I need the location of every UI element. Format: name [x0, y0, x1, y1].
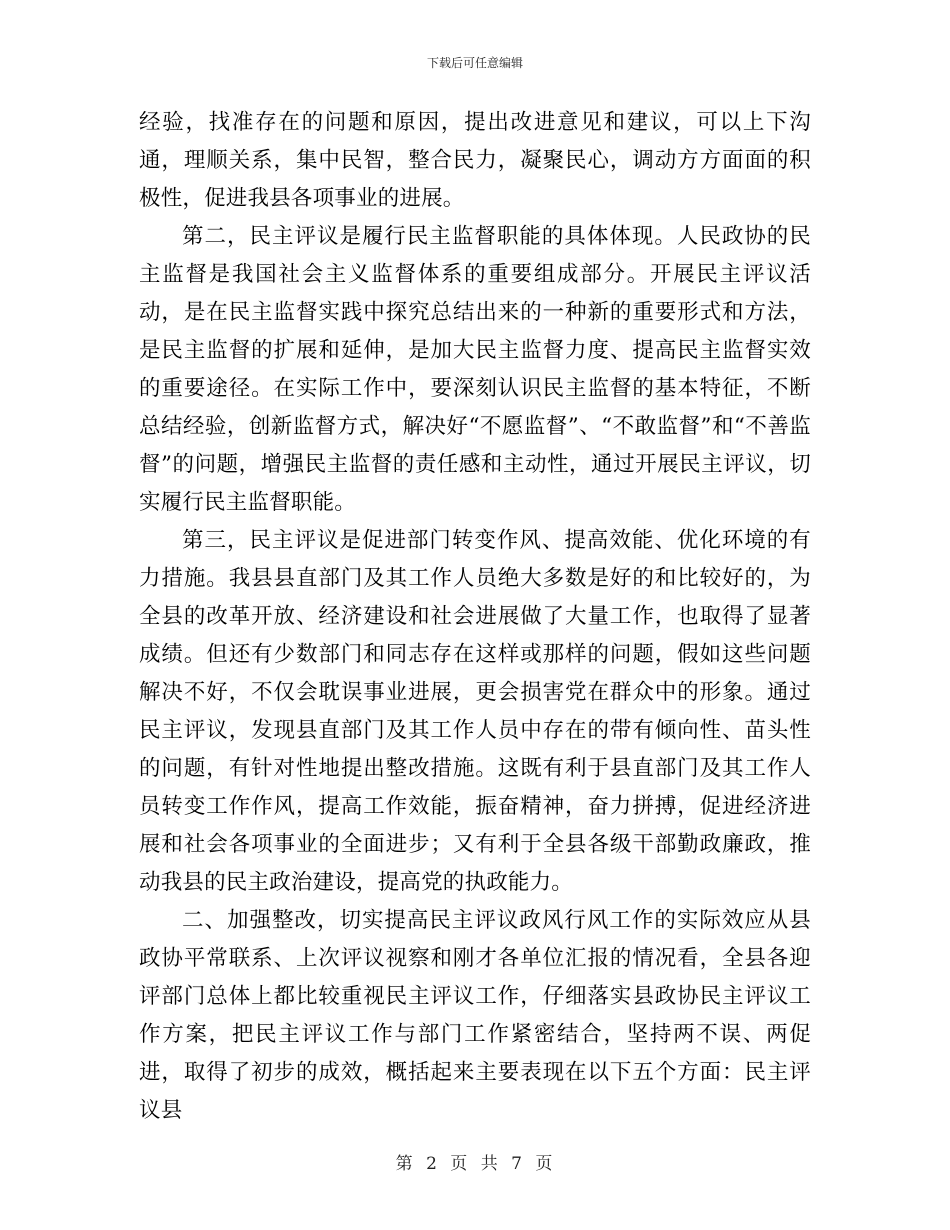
- paragraph-third-point: 第三，民主评议是促进部门转变作风、提高效能、优化环境的有力措施。我县县直部门及其工作人员绝大多数是好的和比较好的，为全县的改革开放、经济建设和社会进展做了大量工作，也取得了显著成绩。但还有少数部门和同志存在这样或那样的问题，假如这些问题解决不好，不仅会耽误事业进展，更会损害党在群众中的形象。通过民主评议，发现县直部门及其工作人员中存在的带有倾向性、苗头性的问题，有针对性地提出整改措施。这既有利于县直部门及其工作人员转变工作作风，提高工作效能，振奋精神，奋力拼搏，促进经济进展和社会各项事业的全面进步；又有利于全县各级干部勤政廉政，推动我县的民主政治建设，提高党的执政能力。: [139, 528, 811, 895]
- paragraph-continued: 经验，找准存在的问题和原因，提出改进意见和建议，可以上下沟通，理顺关系，集中民智，整合民力，凝聚民心，调动方方面面的积极性，促进我县各项事业的进展。: [139, 110, 811, 211]
- page-number: 第 2 页 共 7 页: [395, 1154, 555, 1174]
- page-header-note: 下载后可任意编辑: [426, 56, 523, 70]
- paragraph-section-two: 二、加强整改，切实提高民主评议政风行风工作的实际效应从县政协平常联系、上次评议视察和刚才各单位汇报的情况看，全县各迎评部门总体上都比较重视民主评议工作，仔细落实县政协民主评议工作方案，把民主评议工作与部门工作紧密结合，坚持两不误、两促进，取得了初步的成效，概括起来主要表现在以下五个方面：民主评议县: [139, 908, 811, 1123]
- document-body: [139, 104, 811, 1130]
- paragraph-second-point: 第二，民主评议是履行民主监督职能的具体体现。人民政协的民主监督是我国社会主义监督体系的重要组成部分。开展民主评议活动，是在民主监督实践中探究总结出来的一种新的重要形式和方法，是民主监督的扩展和延伸，是加大民主监督力度、提高民主监督实效的重要途径。在实际工作中，要深刻认识民主监督的基本特征，不断总结经验，创新监督方式，解决好“不愿监督”、“不敢监督”和“不善监督”的问题，增强民主监督的责任感和主动性，通过开展民主评议，切实履行民主监督职能。: [139, 224, 811, 515]
